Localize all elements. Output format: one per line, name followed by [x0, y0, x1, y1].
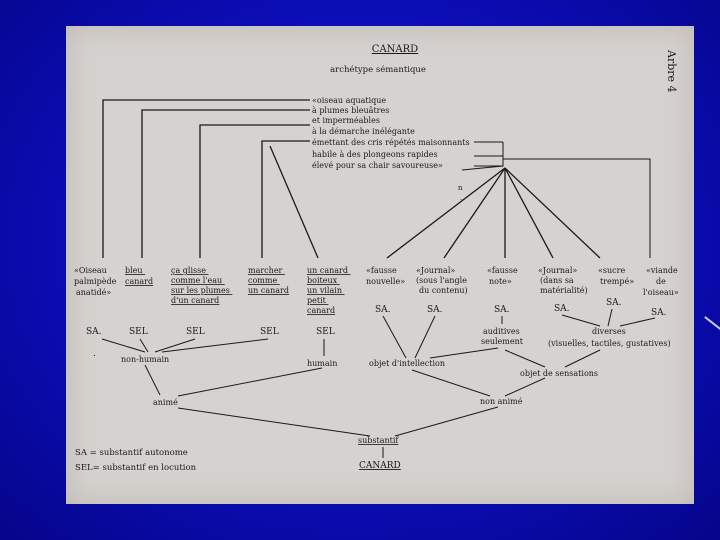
leaf-fausse-note: «fausse note»: [487, 266, 518, 286]
tag-left-1: SA.: [86, 327, 102, 337]
left-leaves: [74, 266, 351, 315]
node-dot: .: [93, 349, 96, 359]
leaf-sucre-trempe: «sucre trempé»: [598, 266, 635, 286]
tag-left-3: SEL: [186, 327, 205, 337]
leaf-fausse-nouvelle: «fausse nouvelle»: [366, 266, 406, 286]
tag-right-6: SA.: [651, 308, 667, 318]
node-non-humain: non-humain: [121, 355, 170, 364]
tag-right-1: SA.: [375, 305, 391, 315]
node-anime: animé: [153, 398, 178, 407]
diagram-subtitle: archétype sémantique: [330, 65, 426, 75]
stray-mark: n: [458, 184, 463, 192]
tag-right-2: SA.: [427, 305, 443, 315]
node-root: CANARD: [359, 461, 401, 471]
tag-left-5: SEL: [316, 327, 335, 337]
seme-5: émettant des cris répétés maisonnants: [312, 138, 470, 147]
leaf-journal-contenu: «Journal» (sous l'angle du contenu): [416, 266, 468, 295]
legend: [75, 448, 197, 473]
node-intellection: objet d'intellection: [369, 359, 445, 368]
tag-left-4: SEL: [260, 327, 279, 337]
seme-4: à la démarche inélégante: [312, 127, 415, 136]
leaf-viande-oiseau: «viande de l'oiseau»: [643, 266, 679, 297]
node-diverses: diverses (visuelles, tactiles, gustatives): [548, 327, 671, 348]
tag-left-2: SEL: [129, 327, 148, 337]
node-humain: humain: [307, 359, 338, 368]
leaf-oiseau-palmipede: «Oiseau palmipède anatidé»: [74, 266, 117, 297]
leaf-marcher-comme: marcher comme un canard: [248, 266, 289, 295]
leaf-canard-boiteux: un canard boiteux un vilain petit canard: [307, 266, 348, 315]
legend-sel: SEL= substantif en locution: [75, 463, 197, 473]
leaf-bleu-canard: bleu canard: [125, 266, 154, 286]
stray-dot: .: [460, 194, 463, 202]
legend-sa: SA = substantif autonome: [75, 448, 188, 458]
node-auditives: auditives seulement: [481, 327, 523, 346]
tag-right-5: SA.: [606, 298, 622, 308]
seme-6: habile à des plongeons rapides: [312, 150, 438, 159]
node-sensations: objet de sensations: [520, 369, 599, 378]
leaf-journal-materialite: «Journal» (dans sa matérialité): [538, 266, 588, 295]
tag-right-4: SA.: [554, 304, 570, 314]
seme-7: élevé pour sa chair savoureuse»: [312, 161, 443, 170]
right-leaves: [366, 266, 680, 297]
seme-3: et imperméables: [312, 116, 380, 125]
seme-2: à plumes bleuâtres: [312, 106, 390, 115]
side-label: Arbre 4: [665, 50, 678, 93]
node-substantif: substantif: [358, 436, 399, 445]
leaf-ca-glisse: ça glisse comme l'eau sur les plumes d'un canard: [171, 266, 230, 305]
seme-1: «oiseau aquatique: [312, 96, 387, 105]
node-non-anime: non animé: [480, 397, 523, 406]
tag-right-3: SA.: [494, 305, 510, 315]
seme-list: [312, 96, 470, 170]
right-connectors: [387, 168, 600, 258]
diagram-title: CANARD: [371, 44, 419, 55]
